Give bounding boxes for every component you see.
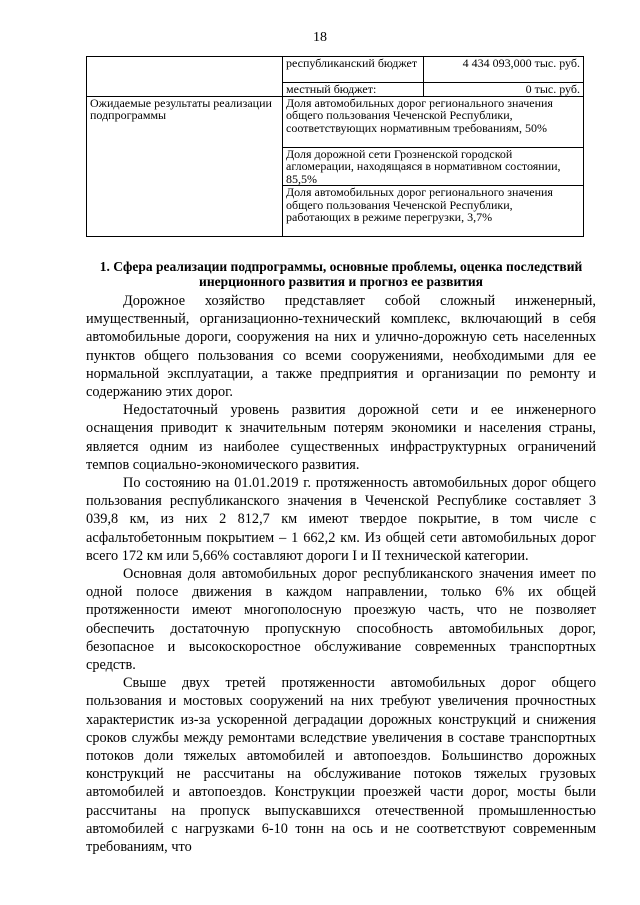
paragraph: Дорожное хозяйство представляет собой сложный инженерный, имущественный, организационно-технический комплекс, включающий в себя автомобильные дороги, сооружения на них и улично-дорожную сеть населенных пунктов общего пользования со всеми сооружениями, необходимыми для ее нормальной эксплуатации, а также предприятия и организации по ремонту и содержанию этих дорог. xyxy=(86,293,596,401)
result-cell: Доля автомобильных дорог регионального значения общего пользования Чеченской Республики, работающих в режиме перегрузки, 3,7% xyxy=(283,186,584,237)
table-cell-empty xyxy=(87,57,283,97)
paragraph: Основная доля автомобильных дорог республиканского значения имеет по одной полосе движения в каждом направлении, только 6% их общей протяженности имеют многополосную проезжую часть, что не позволяет обеспечить достаточную пропускную способность автомобильных дорог, безопасное и высокоскоростное обслуживание современных транспортных средств. xyxy=(86,566,596,674)
budget-value-cell: 4 434 093,000 тыс. руб. xyxy=(424,57,584,83)
results-label-cell: Ожидаемые результаты реализации подпрограммы xyxy=(87,96,283,237)
budget-label-cell: республиканский бюджет xyxy=(283,57,424,83)
paragraph: Недостаточный уровень развития дорожной сети и ее инженерного оснащения приводит к значительным потерям экономики и населения страны, является одним из наиболее существенных инфраструктурных ограничений темпов социально-экономического развития. xyxy=(86,402,596,473)
table-row xyxy=(87,57,584,83)
page-number: 18 xyxy=(313,30,327,45)
body-text xyxy=(86,292,596,856)
paragraph: По состоянию на 01.01.2019 г. протяженность автомобильных дорог общего пользования республиканского значения в Чеченской Республике составляет 3 039,8 км, из них 2 812,7 км имеют твердое покрытие, в том числе с асфальтобетонным покрытием – 1 662,2 км. Из общей сети автомобильных дорог всего 172 км или 5,66% составляют дороги I и II технической категории. xyxy=(86,475,596,564)
budget-label-cell: местный бюджет: xyxy=(283,83,424,97)
budget-value-cell: 0 тыс. руб. xyxy=(424,83,584,97)
passport-table xyxy=(86,56,584,237)
table-row xyxy=(87,96,584,147)
result-cell: Доля автомобильных дорог регионального значения общего пользования Чеченской Республики, соответствующих нормативным требованиям, 50% xyxy=(283,96,584,147)
result-cell: Доля дорожной сети Грозненской городской агломерации, находящаяся в нормативном состоянии, 85,5% xyxy=(283,147,584,186)
paragraph: Свыше двух третей протяженности автомобильных дорог общего пользования и мостовых сооружений на них требуют увеличения прочностных характеристик из-за ускоренной деградации дорожных конструкций и снижения сроков службы между ремонтами вследствие увеличения в составе транспортных потоков доли тяжелых автомобилей и автопоездов. Большинство дорожных конструкций не рассчитаны на обслуживание потоков тяжелых грузовых автомобилей и автопоездов. Конструкции проезжей части дорог, мосты были рассчитаны на пропуск выпускавшихся отечественной промышленностью автомобилей с нагрузками 6-10 тонн на ось и не соответствуют современным требованиям, что xyxy=(86,675,596,856)
section-heading: 1. Сфера реализации подпрограммы, основные проблемы, оценка последствий инерционного развития и прогноз ее развития xyxy=(99,259,583,289)
